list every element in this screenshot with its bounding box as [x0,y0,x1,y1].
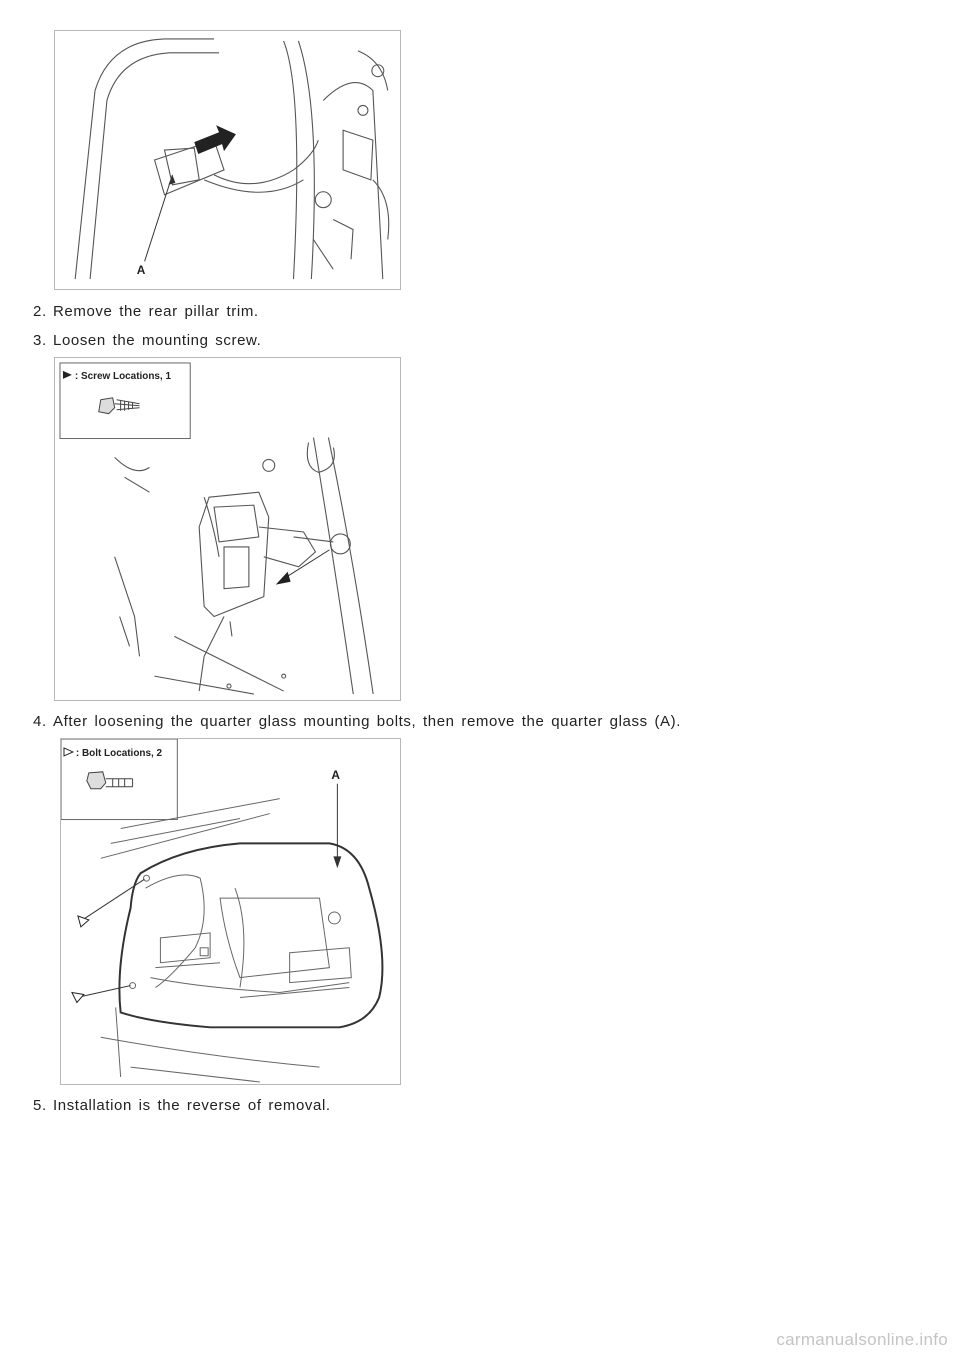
connector-illustration [55,31,400,289]
figure-mounting-screw [54,357,401,701]
step-number: 3. [33,332,47,349]
inset-label: : Screw Locations, 1 [74,370,171,382]
step-5 [33,1097,331,1114]
step-text: Remove the rear pillar trim. [53,303,259,320]
quarter-glass-illustration [61,739,400,1084]
step-number: 4. [33,713,47,730]
step-text: Installation is the reverse of removal. [53,1097,331,1114]
step-4 [33,713,681,730]
step-3 [33,332,261,349]
step-number: 5. [33,1097,47,1114]
callout-a: A [136,263,146,278]
watermark: carmanualsonline.info [776,1330,948,1349]
step-2 [33,303,259,320]
step-text: Loosen the mounting screw. [53,332,262,349]
callout-a: A [331,767,341,782]
step-number: 2. [33,303,47,320]
step-text: After loosening the quarter glass mounting bolts, then remove the quarter glass (A). [53,713,682,730]
screw-illustration [55,358,400,700]
figure-quarter-glass [60,738,401,1085]
figure-connector-removal [54,30,401,290]
inset-label: : Bolt Locations, 2 [75,747,163,759]
